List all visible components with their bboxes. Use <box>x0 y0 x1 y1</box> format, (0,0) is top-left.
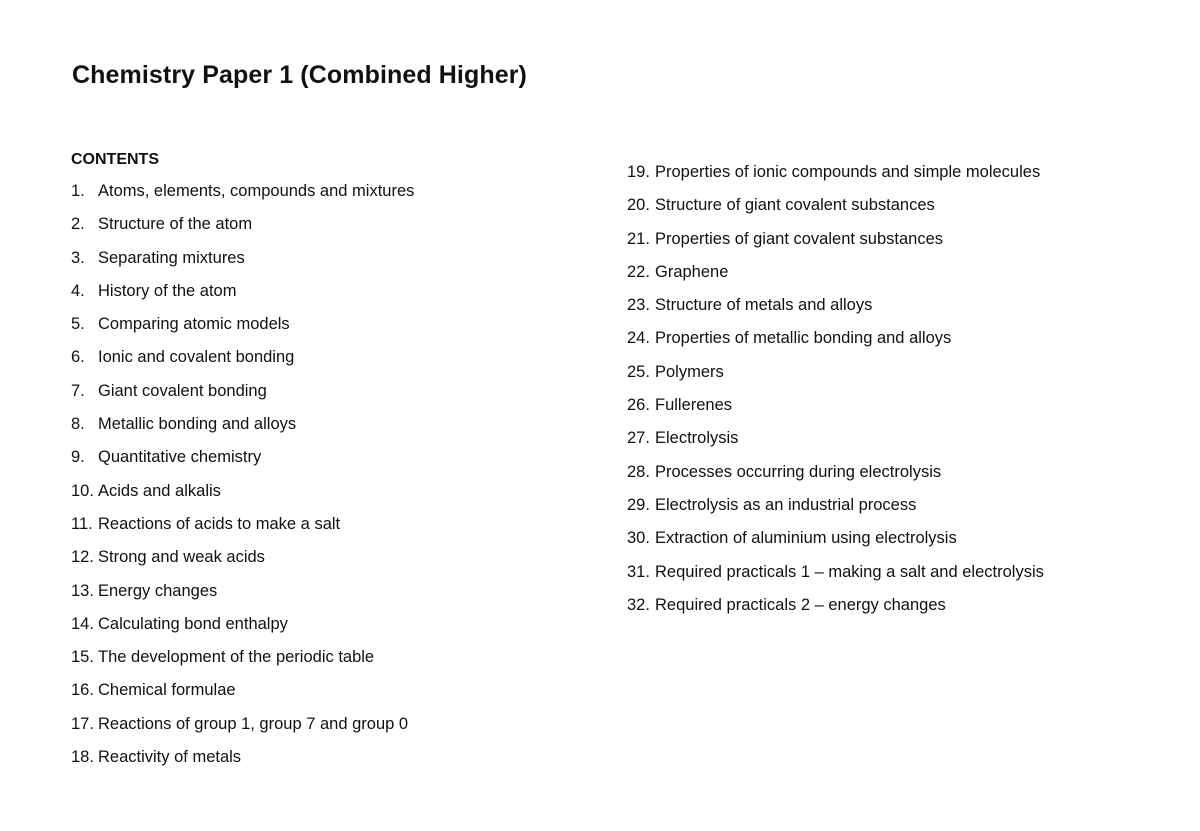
toc-item-number: 2. <box>71 215 85 234</box>
toc-item-title: Polymers <box>655 362 724 381</box>
toc-item-number: 23. <box>627 296 650 315</box>
toc-item-number: 14. <box>71 614 94 633</box>
toc-item-number: 12. <box>71 548 94 567</box>
toc-item-number: 25. <box>627 362 650 381</box>
toc-item-title: Electrolysis as an industrial process <box>655 495 917 514</box>
toc-item-title: Quantitative chemistry <box>98 448 262 467</box>
toc-item-title: Strong and weak acids <box>98 548 265 567</box>
toc-item-title: Acids and alkalis <box>98 481 221 500</box>
toc-item-number: 30. <box>627 529 650 548</box>
page-title: Chemistry Paper 1 (Combined Higher) <box>72 61 527 89</box>
toc-item-title: History of the atom <box>98 281 237 300</box>
toc-item <box>627 563 1044 596</box>
toc-item <box>627 263 1044 296</box>
toc-item <box>71 448 414 481</box>
toc-item-title: Reactions of group 1, group 7 and group 0 <box>98 714 409 733</box>
toc-item <box>627 296 1044 329</box>
toc-item <box>71 582 414 615</box>
toc-item-number: 29. <box>627 495 650 514</box>
toc-item-number: 5. <box>71 315 85 334</box>
toc-right-column <box>627 163 1044 629</box>
toc-item-number: 22. <box>627 262 650 281</box>
toc-item-number: 3. <box>71 248 85 267</box>
toc-item <box>71 215 414 248</box>
toc-item <box>71 715 414 748</box>
toc-item-title: Reactions of acids to make a salt <box>98 514 341 533</box>
toc-item <box>71 748 414 781</box>
toc-item <box>627 230 1044 263</box>
toc-item <box>627 196 1044 229</box>
toc-item-title: Required practicals 2 – energy changes <box>655 595 946 614</box>
toc-item-number: 19. <box>627 163 650 181</box>
toc-item-number: 20. <box>627 196 650 215</box>
toc-left-column <box>71 182 414 781</box>
toc-item <box>627 429 1044 462</box>
toc-item <box>71 315 414 348</box>
toc-item-number: 18. <box>71 748 94 767</box>
toc-item <box>71 382 414 415</box>
toc-item-title: Properties of ionic compounds and simple molecules <box>655 163 1041 181</box>
toc-item-title: Structure of the atom <box>98 215 253 234</box>
toc-item <box>627 329 1044 362</box>
toc-item <box>627 463 1044 496</box>
toc-item-number: 8. <box>71 415 85 434</box>
toc-item-number: 1. <box>71 182 85 200</box>
toc-item-title: Fullerenes <box>655 396 733 415</box>
toc-item-title: Structure of metals and alloys <box>655 296 873 315</box>
toc-item-number: 21. <box>627 229 650 248</box>
toc-item-title: Giant covalent bonding <box>98 381 267 400</box>
toc-item <box>627 363 1044 396</box>
toc-item-title: Calculating bond enthalpy <box>98 614 288 633</box>
toc-item-number: 6. <box>71 348 85 367</box>
toc-item-title: Metallic bonding and alloys <box>98 415 297 434</box>
toc-item-number: 10. <box>71 481 94 500</box>
toc-item <box>627 496 1044 529</box>
toc-item <box>627 163 1044 196</box>
toc-item-number: 32. <box>627 595 650 614</box>
toc-item-title: Properties of metallic bonding and alloys <box>655 329 952 348</box>
toc-item-number: 27. <box>627 429 650 448</box>
toc-item <box>71 515 414 548</box>
toc-item-title: Chemical formulae <box>98 681 236 700</box>
toc-item-number: 4. <box>71 281 85 300</box>
toc-item <box>627 529 1044 562</box>
toc-item <box>71 615 414 648</box>
toc-item-title: Structure of giant covalent substances <box>655 196 935 215</box>
toc-item <box>627 596 1044 629</box>
toc-item <box>71 348 414 381</box>
toc-item-number: 15. <box>71 648 94 667</box>
toc-item <box>71 282 414 315</box>
toc-item-title: Electrolysis <box>655 429 739 448</box>
contents-heading: CONTENTS <box>71 151 159 168</box>
toc-item-number: 28. <box>627 462 650 481</box>
toc-item-number: 26. <box>627 396 650 415</box>
toc-item-title: Graphene <box>655 262 729 281</box>
toc-item-title: Processes occurring during electrolysis <box>655 462 942 481</box>
toc-item-number: 31. <box>627 562 650 581</box>
toc-item-title: Energy changes <box>98 581 218 600</box>
toc-item-number: 16. <box>71 681 94 700</box>
toc-item <box>71 182 414 215</box>
toc-item-number: 13. <box>71 581 94 600</box>
toc-item <box>627 396 1044 429</box>
toc-item-title: Properties of giant covalent substances <box>655 229 944 248</box>
toc-item-title: Reactivity of metals <box>98 748 242 767</box>
toc-item-number: 17. <box>71 714 94 733</box>
toc-item-title: Required practicals 1 – making a salt and electrolysis <box>655 562 1044 581</box>
toc-item-title: Ionic and covalent bonding <box>98 348 295 367</box>
toc-item-number: 11. <box>71 514 93 533</box>
toc-item <box>71 249 414 282</box>
toc-item-number: 9. <box>71 448 85 467</box>
toc-item-title: The development of the periodic table <box>98 648 375 667</box>
toc-item <box>71 681 414 714</box>
toc-item <box>71 415 414 448</box>
toc-item-title: Extraction of aluminium using electrolysis <box>655 529 957 548</box>
toc-item <box>71 648 414 681</box>
toc-item <box>71 482 414 515</box>
toc-item-title: Comparing atomic models <box>98 315 290 334</box>
toc-item <box>71 548 414 581</box>
toc-item-number: 7. <box>71 381 85 400</box>
toc-item-title: Separating mixtures <box>98 248 245 267</box>
toc-item-title: Atoms, elements, compounds and mixtures <box>98 182 415 200</box>
toc-item-number: 24. <box>627 329 650 348</box>
